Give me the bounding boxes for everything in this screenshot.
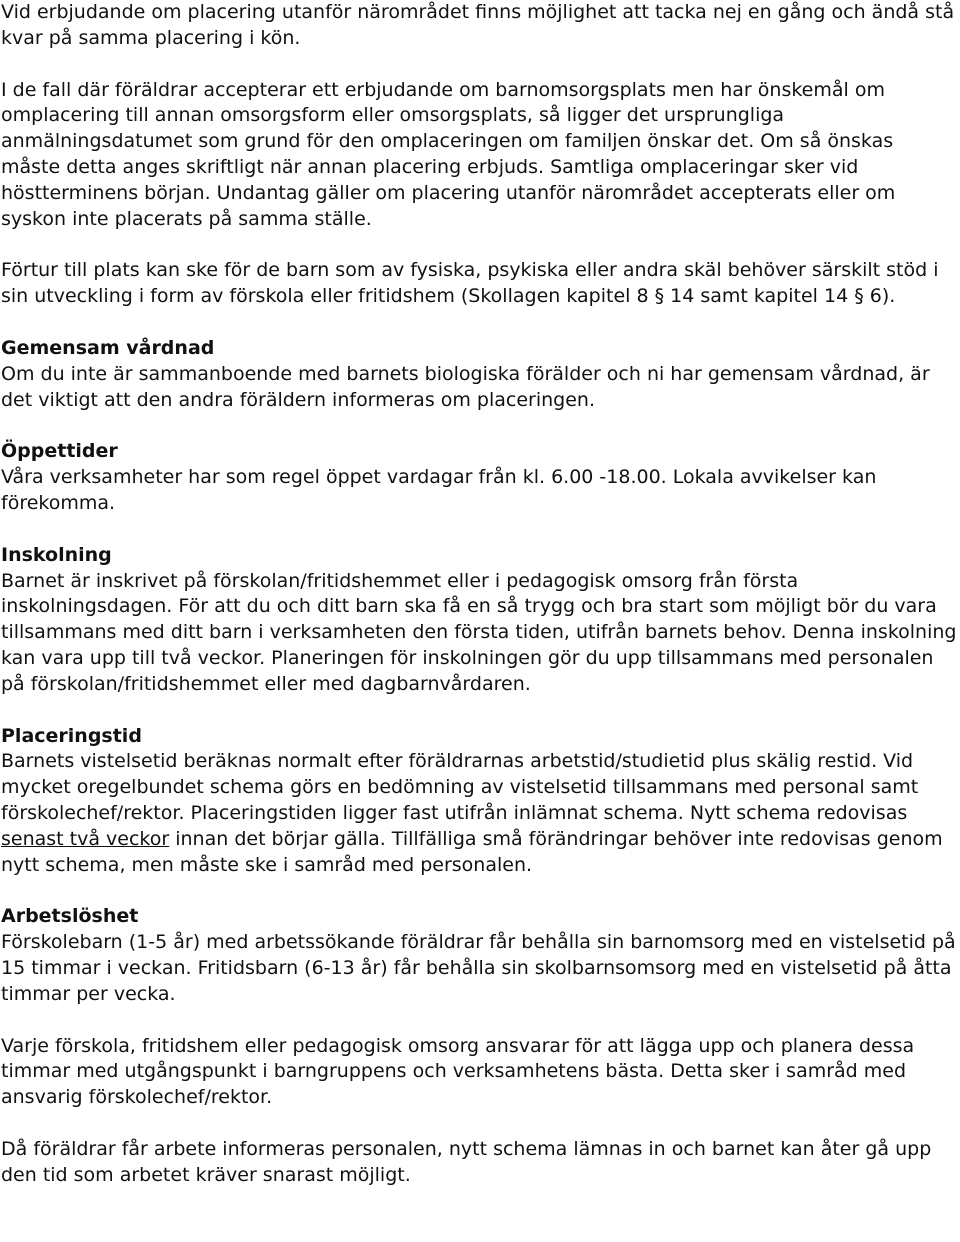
section-heading: Placeringstid bbox=[1, 724, 142, 747]
section-placeringstid bbox=[1, 724, 958, 879]
section-heading: Öppettider bbox=[1, 440, 118, 463]
underlined-deadline: senast två veckor bbox=[1, 827, 170, 850]
arbetsloshet-paragraph-2: Varje förskola, fritidshem eller pedagogisk omsorg ansvarar för att lägga upp och planera dessa timmar med utgångspunkt i barngruppens och verksamhetens bästa. Detta sker i samråd med ansvarig förskolechef/rektor. bbox=[1, 1034, 915, 1109]
section-text: Förskolebarn (1-5 år) med arbetssökande föräldrar får behålla sin barnomsorg med en vistelsetid på 15 timmar i veckan. Fritidsbarn (6-13 år) får behålla sin skolbarnsomsorg med en vistelsetid på åtta timmar per vecka. bbox=[1, 931, 956, 1005]
section-arbetsloshet bbox=[1, 904, 958, 1007]
text-segment: Barnets vistelsetid beräknas normalt efter föräldrarnas arbetstid/studietid plus skälig restid. Vid mycket oregelbundet schema görs en bedömning av vistelsetid tillsammans med personal samt förskolechef/rektor. Placeringstiden ligger fast utifrån inlämnat schema. Nytt schema redovisas bbox=[1, 750, 919, 824]
section-text: Om du inte är sammanboende med barnets biologiska förälder och ni har gemensam vårdnad, är det viktigt att den andra föräldern informeras om placeringen. bbox=[1, 362, 930, 411]
arbetsloshet-paragraph-3: Då föräldrar får arbete informeras personalen, nytt schema lämnas in och barnet kan åter gå upp den tid som arbetet kräver snarast möjligt. bbox=[1, 1137, 932, 1186]
text-segment: innan det börjar gälla. Tillfälliga små förändringar behöver inte redovisas genom nytt schema, men måste ske i samråd med personalen. bbox=[1, 827, 943, 876]
section-oppettider bbox=[1, 439, 958, 516]
section-heading: Inskolning bbox=[1, 543, 112, 566]
section-text: Våra verksamheter har som regel öppet vardagar från kl. 6.00 -18.00. Lokala avvikelser kan förekomma. bbox=[1, 466, 877, 514]
intro-paragraph-3: Förtur till plats kan ske för de barn som av fysiska, psykiska eller andra skäl behöver särskilt stöd i sin utveckling i form av förskola eller fritidshem (Skollagen kapitel 8 § 14 samt kapitel 14 § 6). bbox=[1, 259, 939, 308]
section-heading: Arbetslöshet bbox=[1, 905, 139, 928]
intro-paragraph-1: Vid erbjudande om placering utanför närområdet finns möjlighet att tacka nej en gång och ändå stå kvar på samma placering i kön. bbox=[1, 1, 955, 49]
section-text bbox=[1, 749, 958, 878]
section-heading: Gemensam vårdnad bbox=[1, 336, 215, 359]
section-gemensam-vardnad bbox=[1, 336, 958, 413]
intro-paragraph-2: I de fall där föräldrar accepterar ett erbjudande om barnomsorgsplats men har önskemål om omplacering till annan omsorgsform eller omsorgsplats, så ligger det ursprungliga anmälningsdatumet som grund för den omplaceringen om familjen önskar det. Om så önskas måste detta anges skriftligt när annan placering erbjuds. Samtliga omplaceringar sker vid höstterminens början. Undantag gäller om placering utanför närområdet accepterats eller om syskon inte placerats på samma ställe. bbox=[1, 78, 896, 230]
section-text: Barnet är inskrivet på förskolan/fritidshemmet eller i pedagogisk omsorg från första inskolningsdagen. För att du och ditt barn ska få en så trygg och bra start som möjligt bör du vara tillsammans med ditt barn i verksamheten den första tiden, utifrån barnets behov. Denna inskolning kan vara upp till två veckor. Planeringen för inskolningen gör du upp tillsammans med personalen på förskolan/fritidshemmet eller med dagbarnvårdaren. bbox=[1, 569, 957, 695]
section-inskolning bbox=[1, 543, 958, 698]
